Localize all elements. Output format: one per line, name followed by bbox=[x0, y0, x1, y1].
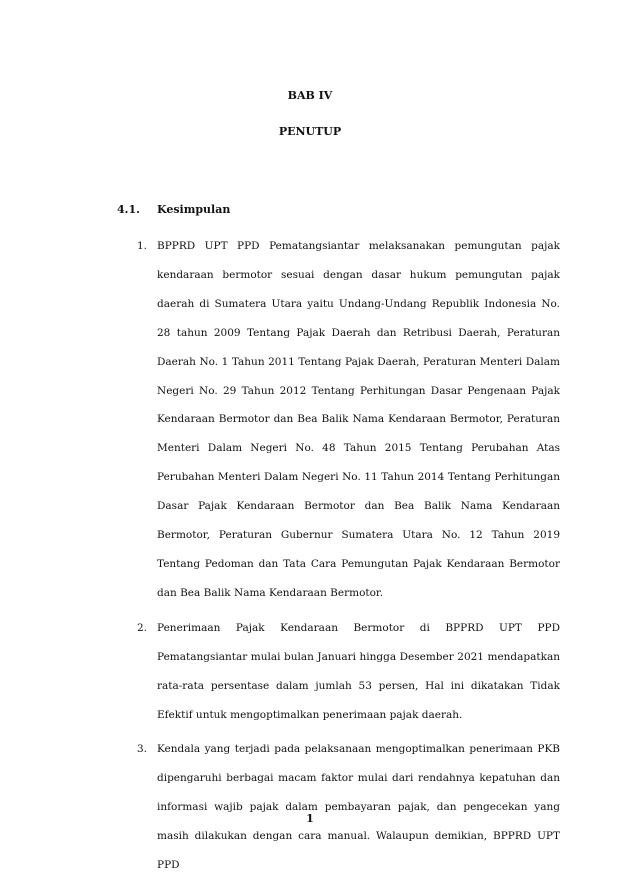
list-item-text: BPPRD UPT PPD Pematangsiantar melaksanakan pemungutan pajak kendaraan bermotor sesuai dengan dasar hukum pemungutan pajak daerah di Sumatera Utara yaitu Undang-Undang Republik Indonesia No. 28 tahun 2009 Tentang Pajak Daerah dan Retribusi Daerah, Peraturan Daerah No. 1 Tahun 2011 Tentang Pajak Daerah, Peraturan Menteri Dalam Negeri No. 29 Tahun 2012 Tentang Perhitungan Dasar Pengenaan Pajak Kendaraan Bermotor dan Bea Balik Nama Kendaraan Bermotor, Peraturan Menteri Dalam Negeri No. 48 Tahun 2015 Tentang Perubahan Atas Perubahan Menteri Dalam Negeri No. 11 Tahun 2014 Tentang Perhitungan Dasar Pajak Kendaraan Bermotor dan Bea Balik Nama Kendaraan Bermotor, Peraturan Gubernur Sumatera Utara No. 12 Tahun 2019 Tentang Pedoman dan Tata Cara Pemungutan Pajak Kendaraan Bermotor dan Bea Balik Nama Kendaraan Bermotor. bbox=[157, 240, 560, 599]
list-item-text: Kendala yang terjadi pada pelaksanaan mengoptimalkan penerimaan PKB dipengaruhi berbagai macam faktor mulai dari rendahnya kepatuhan dan informasi wajib pajak dalam pembayaran pajak, dan pengecekan yang masih dilakukan dengan cara manual. Walaupun demikian, BPPRD UPT PPD bbox=[157, 743, 560, 872]
conclusion-list bbox=[137, 232, 560, 886]
list-item bbox=[137, 614, 560, 730]
section-title: Kesimpulan bbox=[157, 203, 231, 216]
section-number: 4.1. bbox=[117, 203, 140, 216]
list-item-number: 2. bbox=[137, 621, 148, 634]
list-item-number: 1. bbox=[137, 240, 148, 252]
chapter-heading: BAB IV bbox=[287, 89, 333, 102]
list-item-text: Penerimaan Pajak Kendaraan Bermotor di BPPRD UPT PPD Pematangsiantar mulai bulan Januari hingga Desember 2021 mendapatkan rata-rata persentase dalam jumlah 53 persen, Hal ini dikatakan Tidak Efektif untuk mengoptimalkan penerimaan pajak daerah. bbox=[157, 621, 560, 721]
chapter-title: PENUTUP bbox=[278, 125, 342, 138]
list-item-number: 3. bbox=[137, 743, 148, 756]
list-item bbox=[137, 735, 560, 880]
page-number: 1 bbox=[306, 812, 314, 825]
list-item bbox=[137, 232, 560, 608]
